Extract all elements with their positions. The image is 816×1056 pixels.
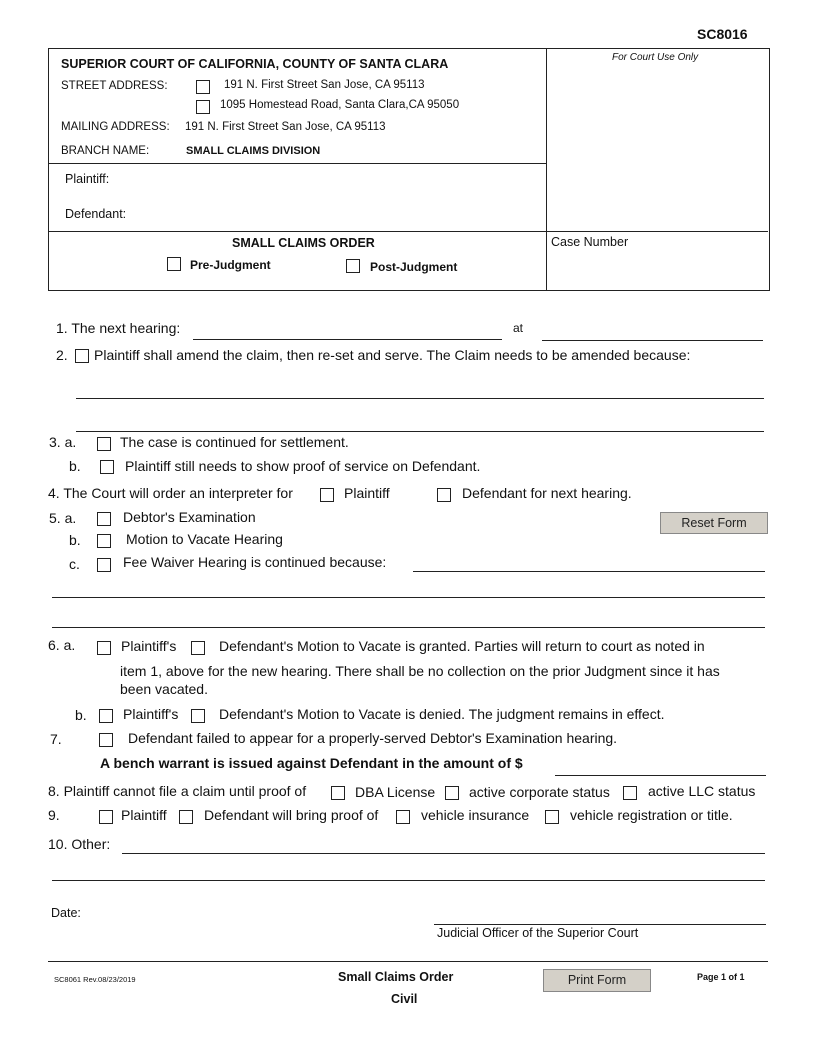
interpreter-defendant-label: Defendant for next hearing. (462, 485, 632, 501)
item-5b-number: b. (69, 532, 81, 548)
vehicle-insurance-checkbox[interactable] (396, 810, 410, 824)
item-5a-label: Debtor's Examination (123, 509, 256, 525)
plaintiff-label[interactable]: Plaintiff: (65, 172, 110, 186)
item-3b-label: Plaintiff still needs to show proof of service on Defendant. (125, 458, 481, 474)
vehicle-registration-checkbox[interactable] (545, 810, 559, 824)
court-name: SUPERIOR COURT OF CALIFORNIA, COUNTY OF SANTA CLARA (61, 57, 449, 71)
item-6a-line2: item 1, above for the new hearing. There shall be no collection on the prior Judgment since it has (120, 663, 720, 679)
mailing-address-value: 191 N. First Street San Jose, CA 95113 (185, 121, 386, 133)
continued-settlement-checkbox[interactable] (97, 437, 111, 451)
divider (48, 231, 768, 232)
granted-defendant-checkbox[interactable] (191, 641, 205, 655)
bench-warrant-amount-field[interactable] (555, 775, 766, 776)
amend-reason-field[interactable] (76, 398, 764, 399)
item-5c-label: Fee Waiver Hearing is continued because: (123, 554, 387, 570)
vehicle-registration-label: vehicle registration or title. (570, 807, 733, 823)
fee-waiver-reason-field[interactable] (52, 597, 765, 598)
defendant-label[interactable]: Defendant: (65, 207, 127, 221)
proof-defendant-label: Defendant will bring proof of (204, 807, 379, 823)
mailing-address-label: MAILING ADDRESS: (61, 121, 170, 133)
street-address-label: STREET ADDRESS: (61, 80, 168, 92)
proof-of-service-checkbox[interactable] (100, 460, 114, 474)
bench-warrant-label: A bench warrant is issued against Defendant in the amount of $ (100, 755, 523, 771)
dba-license-checkbox[interactable] (331, 786, 345, 800)
pre-judgment-checkbox[interactable] (167, 257, 181, 271)
llc-status-label: active LLC status (648, 783, 756, 799)
fee-waiver-checkbox[interactable] (97, 558, 111, 572)
failed-to-appear-checkbox[interactable] (99, 733, 113, 747)
corporate-status-checkbox[interactable] (445, 786, 459, 800)
item-5b-label: Motion to Vacate Hearing (126, 531, 283, 547)
item-1-label: 1. The next hearing: (56, 320, 181, 336)
item-2-label: Plaintiff shall amend the claim, then re-set and serve. The Claim needs to be amended because: (94, 347, 691, 363)
corporate-status-label: active corporate status (469, 784, 610, 800)
dba-license-label: DBA License (355, 784, 436, 800)
granted-plaintiff-label: Plaintiff's (121, 638, 177, 654)
item-6a-line3: been vacated. (120, 681, 208, 697)
proof-defendant-checkbox[interactable] (179, 810, 193, 824)
amend-reason-field[interactable] (76, 431, 764, 432)
date-label[interactable]: Date: (51, 906, 81, 920)
item-6b-label: Defendant's Motion to Vacate is denied. The judgment remains in effect. (219, 706, 665, 722)
branch-name-value: SMALL CLAIMS DIVISION (186, 145, 321, 157)
revision-label: SC8061 Rev.08/23/2019 (54, 975, 136, 984)
branch-name-label: BRANCH NAME: (61, 145, 150, 157)
granted-plaintiff-checkbox[interactable] (97, 641, 111, 655)
item-7-label: Defendant failed to appear for a properly-served Debtor's Examination hearing. (128, 730, 618, 746)
llc-status-checkbox[interactable] (623, 786, 637, 800)
debtors-exam-checkbox[interactable] (97, 512, 111, 526)
judicial-officer-label: Judicial Officer of the Superior Court (437, 926, 639, 940)
vehicle-insurance-label: vehicle insurance (421, 807, 530, 823)
signature-line (434, 924, 766, 925)
denied-defendant-checkbox[interactable] (191, 709, 205, 723)
street-option-2-checkbox[interactable] (196, 100, 210, 114)
street-option-2-label: 1095 Homestead Road, Santa Clara,CA 95050 (220, 99, 460, 111)
case-number-label[interactable]: Case Number (551, 235, 629, 249)
denied-plaintiff-checkbox[interactable] (99, 709, 113, 723)
interpreter-defendant-checkbox[interactable] (437, 488, 451, 502)
item-5c-number: c. (69, 556, 80, 572)
page-number: Page 1 of 1 (697, 972, 745, 982)
footer-subtitle: Civil (391, 992, 418, 1006)
footer-divider (48, 961, 768, 962)
street-option-1-label: 191 N. First Street San Jose, CA 95113 (224, 79, 425, 91)
item-2-number: 2. (56, 347, 68, 363)
reset-form-button[interactable]: Reset Form (660, 512, 768, 534)
item-3b-number: b. (69, 458, 81, 474)
denied-plaintiff-label: Plaintiff's (123, 706, 179, 722)
other-field[interactable] (52, 880, 765, 881)
interpreter-plaintiff-checkbox[interactable] (320, 488, 334, 502)
proof-plaintiff-checkbox[interactable] (99, 810, 113, 824)
motion-vacate-hearing-checkbox[interactable] (97, 534, 111, 548)
item-3a-label: The case is continued for settlement. (120, 434, 349, 450)
street-option-1-checkbox[interactable] (196, 80, 210, 94)
order-title: SMALL CLAIMS ORDER (232, 236, 375, 250)
print-form-button[interactable]: Print Form (543, 969, 651, 992)
item-4-label: 4. The Court will order an interpreter for (48, 485, 293, 501)
post-judgment-label: Post-Judgment (370, 260, 458, 274)
post-judgment-checkbox[interactable] (346, 259, 360, 273)
fee-waiver-reason-field[interactable] (413, 571, 765, 572)
other-field[interactable] (122, 853, 765, 854)
item-10-label: 10. Other: (48, 836, 111, 852)
fee-waiver-reason-field[interactable] (52, 627, 765, 628)
item-6a-label: Defendant's Motion to Vacate is granted. Parties will return to court as noted in (219, 638, 705, 654)
footer-title: Small Claims Order (338, 970, 454, 984)
form-id: SC8016 (697, 26, 748, 42)
item-6b-number: b. (75, 707, 87, 723)
amend-claim-checkbox[interactable] (75, 349, 89, 363)
item-5a-number: 5. a. (49, 510, 77, 526)
interpreter-plaintiff-label: Plaintiff (344, 485, 390, 501)
divider (546, 48, 547, 290)
item-8-label: 8. Plaintiff cannot file a claim until proof of (48, 783, 307, 799)
item-7-number: 7. (50, 731, 62, 747)
item-3a-number: 3. a. (49, 434, 77, 450)
divider (48, 163, 546, 164)
proof-plaintiff-label: Plaintiff (121, 807, 167, 823)
item-6a-number: 6. a. (48, 637, 76, 653)
next-hearing-time-field[interactable] (542, 340, 763, 341)
pre-judgment-label: Pre-Judgment (190, 258, 271, 272)
next-hearing-date-field[interactable] (193, 339, 502, 340)
court-use-label: For Court Use Only (612, 52, 699, 63)
item-9-number: 9. (48, 807, 60, 823)
item-1-at: at (513, 321, 524, 335)
